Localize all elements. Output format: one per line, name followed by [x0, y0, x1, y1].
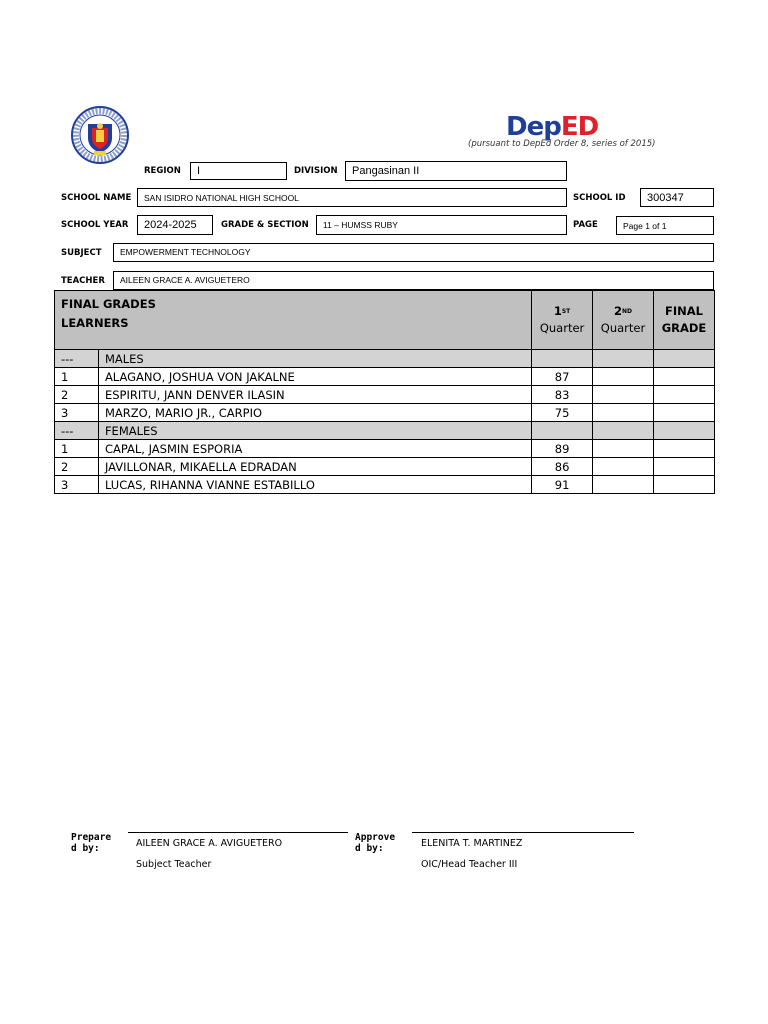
header-q2-sup: ND [622, 308, 633, 315]
header-q2-num: 2 [614, 304, 623, 318]
table-row [55, 476, 715, 494]
prepared-by-label-1: Prepare [71, 832, 112, 843]
header-q1-quarter: Quarter [539, 321, 585, 335]
row-number: 2 [55, 386, 99, 404]
learner-name: CAPAL, JASMIN ESPORIA [98, 440, 531, 458]
header-final-cell [654, 291, 715, 350]
pursuant-note: (pursuant to DepEd Order 8, series of 2015) [468, 139, 656, 149]
final-grade [654, 440, 715, 458]
header-q1-sup: ST [561, 308, 571, 315]
prepared-by-label [71, 832, 111, 854]
final-grade [654, 404, 715, 422]
grades-table [54, 290, 715, 494]
subject-label: SUBJECT [61, 248, 102, 258]
grade-section-label: GRADE & SECTION [221, 220, 309, 230]
region-field: I [190, 162, 287, 180]
school-id-field: 300347 [640, 188, 714, 207]
deped-logo-ed: ED [560, 112, 599, 142]
deped-logo [506, 112, 598, 142]
prepared-signature-line [128, 832, 348, 833]
teacher-field: AILEEN GRACE A. AVIGUETERO [113, 271, 714, 290]
row-number: 1 [55, 368, 99, 386]
group-row-females [55, 422, 715, 440]
group-marker: --- [55, 350, 99, 368]
division-label: DIVISION [294, 166, 338, 176]
school-year-field: 2024-2025 [137, 215, 213, 235]
final-grade [654, 368, 715, 386]
row-number: 3 [55, 404, 99, 422]
approved-by-label-1: Approve [355, 832, 396, 843]
grade-section-field: 11 – HUMSS RUBY [316, 215, 567, 235]
header-final: FINAL [665, 304, 703, 318]
table-row [55, 404, 715, 422]
learner-name: MARZO, MARIO JR., CARPIO [98, 404, 531, 422]
q2-grade [593, 440, 654, 458]
header-q2-quarter: Quarter [600, 321, 646, 335]
group-marker: --- [55, 422, 99, 440]
school-name-field: SAN ISIDRO NATIONAL HIGH SCHOOL [137, 188, 567, 207]
school-year-label: SCHOOL YEAR [61, 220, 129, 230]
page-label: PAGE [573, 220, 598, 230]
prepared-by-title: Subject Teacher [136, 859, 212, 870]
learner-name: ALAGANO, JOSHUA VON JAKALNE [98, 368, 531, 386]
page-field: Page 1 of 1 [616, 216, 714, 235]
final-grade [654, 458, 715, 476]
prepared-by-label-2: d by: [71, 843, 100, 854]
approved-by-label [355, 832, 395, 854]
q2-grade [593, 476, 654, 494]
deped-seal-logo [70, 106, 130, 164]
q1-grade: 87 [532, 368, 593, 386]
header-title-cell [55, 291, 532, 350]
row-number: 2 [55, 458, 99, 476]
approved-by-label-2: d by: [355, 843, 384, 854]
table-row [55, 440, 715, 458]
q1-grade: 86 [532, 458, 593, 476]
approved-by-name: ELENITA T. MARTINEZ [421, 838, 523, 849]
q1-grade: 91 [532, 476, 593, 494]
header-grade: GRADE [661, 321, 707, 335]
q2-grade [593, 404, 654, 422]
header-q1-num: 1 [553, 304, 562, 318]
table-header-row [55, 291, 715, 350]
q2-grade [593, 458, 654, 476]
q2-grade [593, 368, 654, 386]
header-q2-cell [593, 291, 654, 350]
final-grade [654, 476, 715, 494]
deped-logo-dep: Dep [506, 112, 561, 142]
group-name: MALES [98, 350, 531, 368]
row-number: 3 [55, 476, 99, 494]
learner-name: ESPIRITU, JANN DENVER ILASIN [98, 386, 531, 404]
table-row [55, 386, 715, 404]
row-number: 1 [55, 440, 99, 458]
table-row [55, 458, 715, 476]
teacher-label: TEACHER [61, 276, 105, 286]
approved-signature-line [412, 832, 634, 833]
q1-grade: 83 [532, 386, 593, 404]
q2-grade [593, 386, 654, 404]
school-id-label: SCHOOL ID [573, 193, 626, 203]
header-q1-cell [532, 291, 593, 350]
learner-name: LUCAS, RIHANNA VIANNE ESTABILLO [98, 476, 531, 494]
division-field: Pangasinan II [345, 161, 567, 181]
q1-grade: 89 [532, 440, 593, 458]
prepared-by-name: AILEEN GRACE A. AVIGUETERO [136, 838, 283, 849]
header-learners: LEARNERS [61, 316, 129, 330]
final-grade [654, 386, 715, 404]
school-name-label: SCHOOL NAME [61, 193, 132, 203]
q1-grade: 75 [532, 404, 593, 422]
learner-name: JAVILLONAR, MIKAELLA EDRADAN [98, 458, 531, 476]
subject-field: EMPOWERMENT TECHNOLOGY [113, 243, 714, 262]
region-label: REGION [144, 166, 181, 176]
approved-by-title: OIC/Head Teacher III [421, 859, 518, 870]
group-name: FEMALES [98, 422, 531, 440]
table-row [55, 368, 715, 386]
header-final-grades: FINAL GRADES [61, 297, 156, 311]
group-row-males [55, 350, 715, 368]
